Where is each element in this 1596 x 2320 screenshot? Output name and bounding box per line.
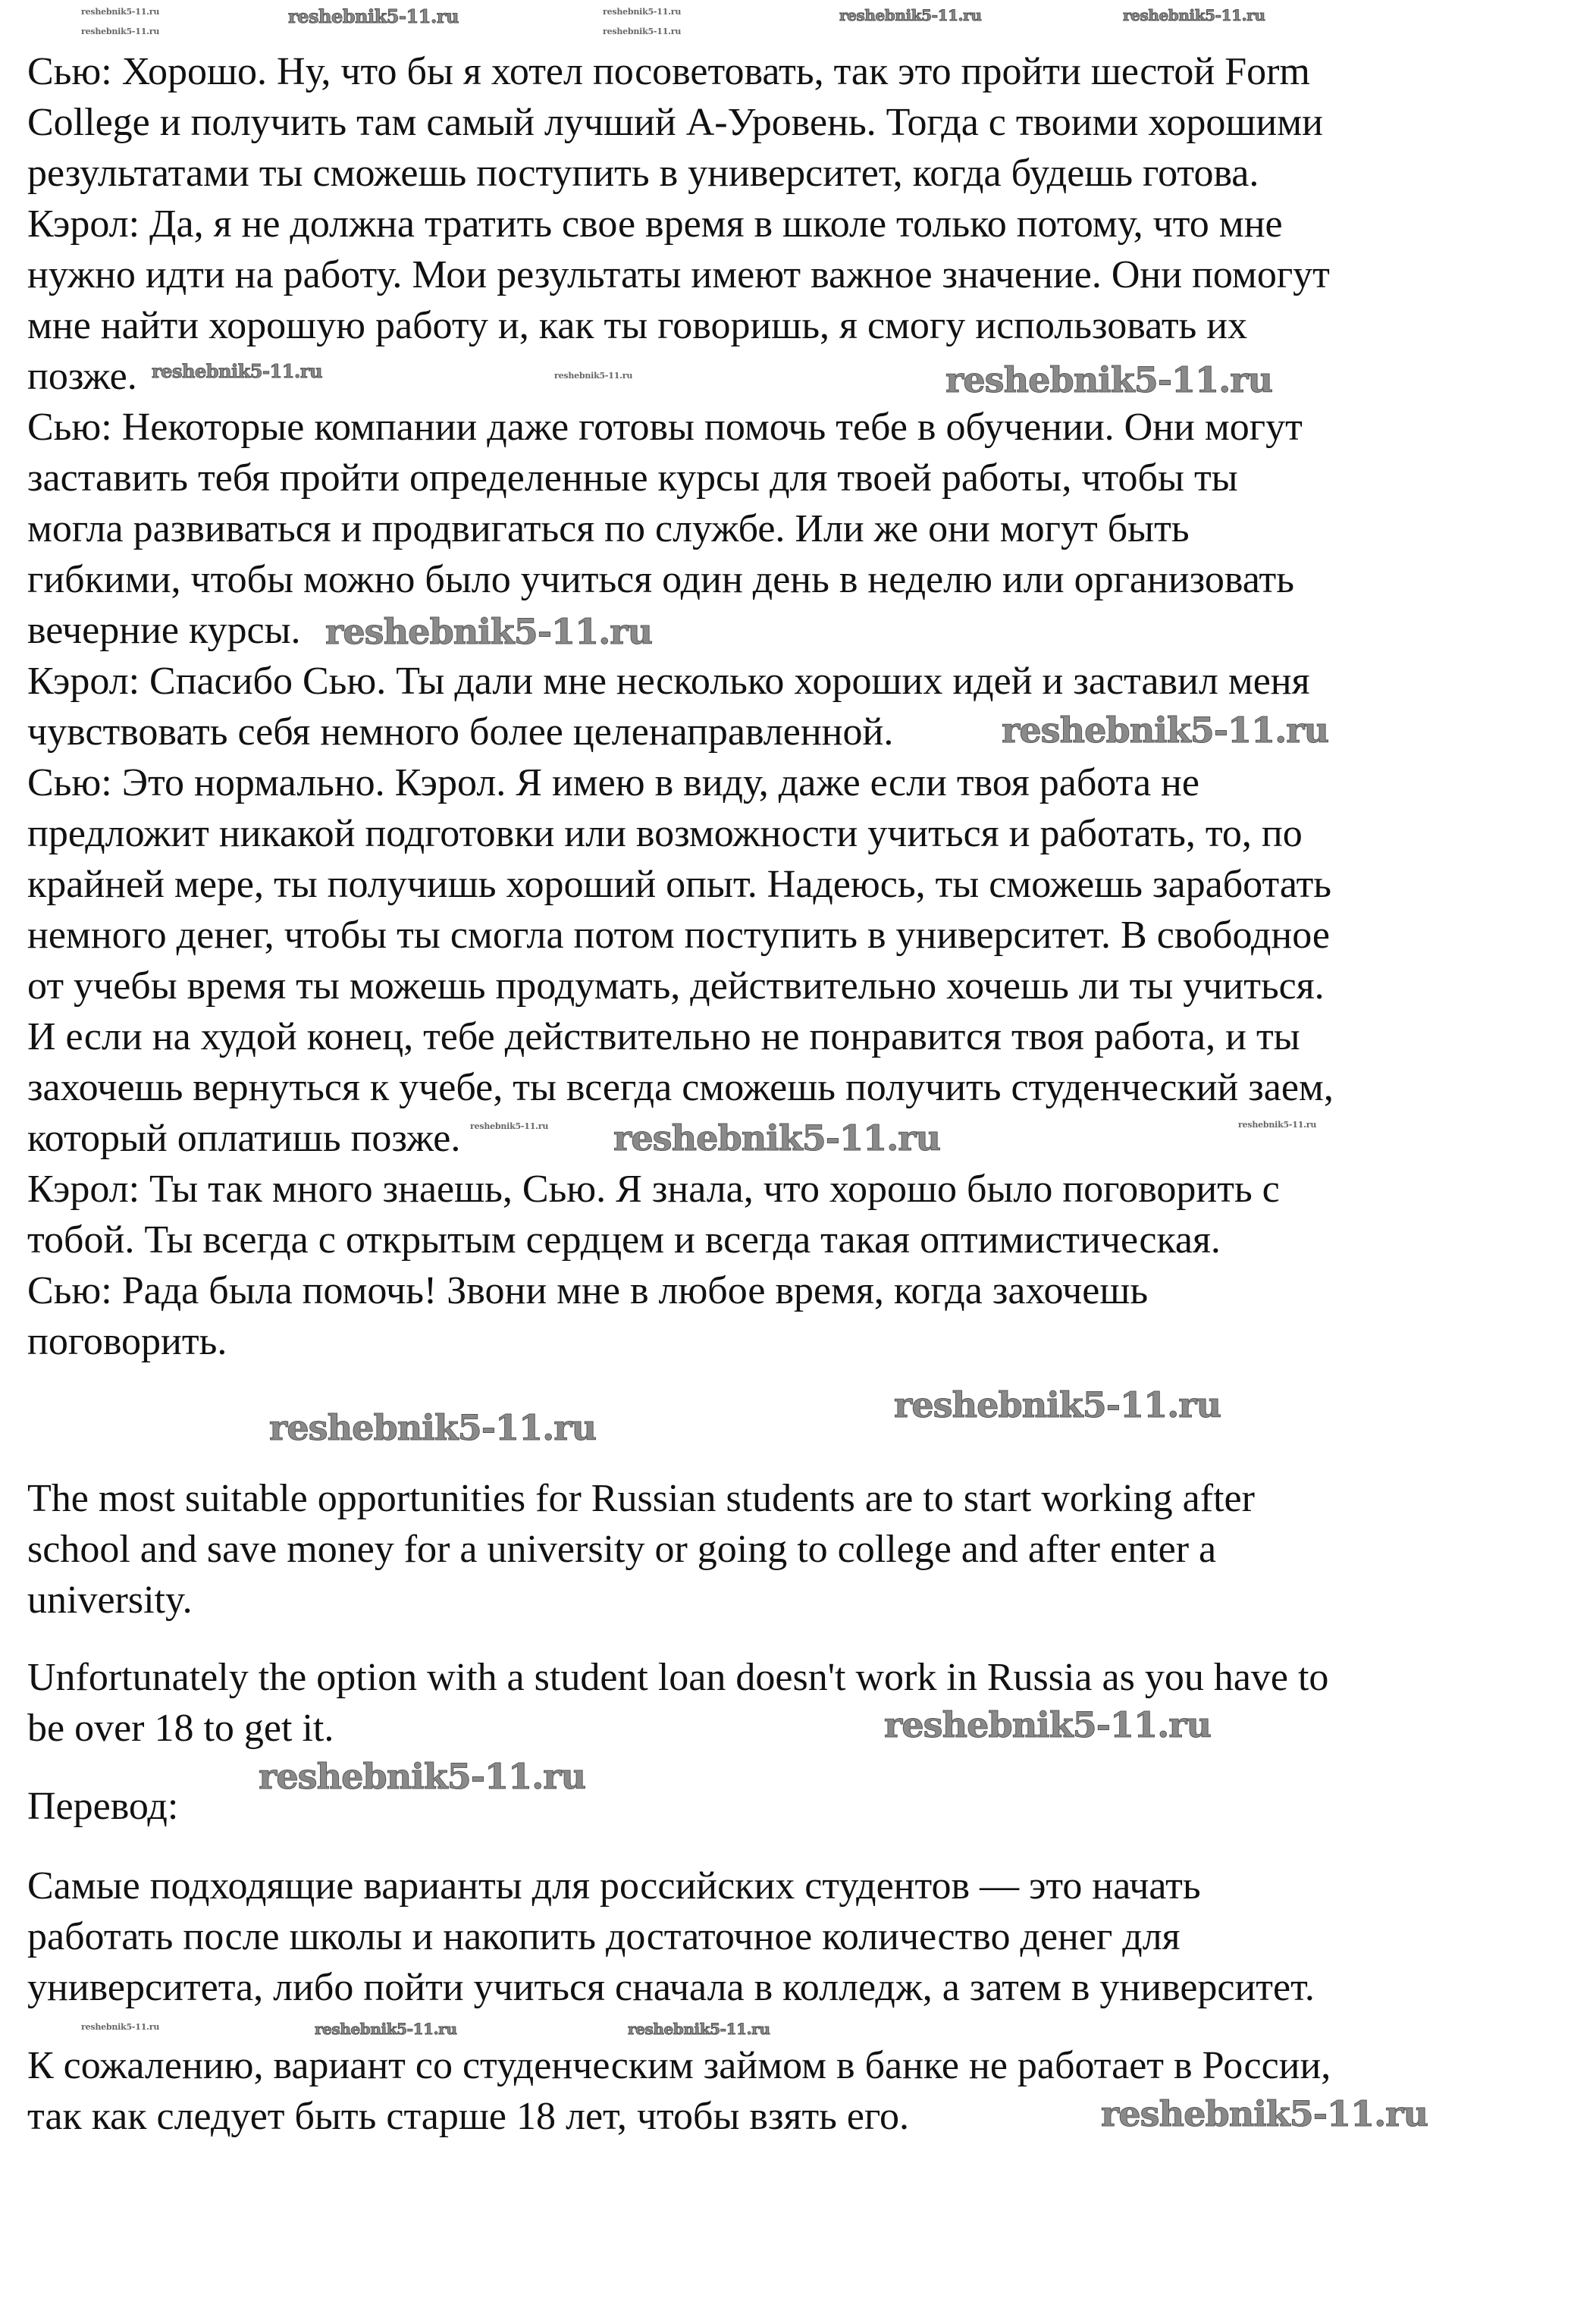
watermark: reshebnik5-11.ru	[315, 2020, 457, 2038]
watermark: reshebnik5-11.ru	[81, 27, 160, 36]
text-line: от учебы время ты можешь продумать, действительно хочешь ли ты учиться.	[27, 964, 1325, 1008]
text-line: be over 18 to get it.	[27, 1707, 334, 1750]
russian-paragraph-1	[27, 1861, 1315, 2013]
watermark: reshebnik5-11.ru	[603, 27, 682, 36]
text-line: Кэрол: Ты так много знаешь, Сью. Я знала, что хорошо было поговорить с	[27, 1168, 1280, 1211]
watermark: reshebnik5-11.ru	[1101, 2093, 1428, 2134]
text-line: университета, либо пойти учиться сначала в колледж, а затем в университет.	[27, 1966, 1315, 2009]
watermark: reshebnik5-11.ru	[288, 5, 459, 27]
watermark: reshebnik5-11.ru	[603, 7, 682, 17]
text-line: Unfortunately the option with a student loan doesn't work in Russia as you have to	[27, 1656, 1329, 1699]
text-line: который оплатишь позже.	[27, 1117, 461, 1160]
watermark: reshebnik5-11.ru	[470, 1121, 549, 1131]
text-line: Сью: Хорошо. Ну, что бы я хотел посоветовать, так это пройти шестой Form	[27, 50, 1310, 93]
dialogue-text	[27, 46, 1334, 1367]
text-line: К сожалению, вариант со студенческим займом в банке не работает в России,	[27, 2044, 1331, 2087]
text-line: заставить тебя пройти определенные курсы для твоей работы, чтобы ты	[27, 456, 1238, 500]
watermark: reshebnik5-11.ru	[325, 611, 653, 652]
text-line: вечерние курсы.	[27, 609, 301, 652]
english-paragraph-1	[27, 1473, 1255, 1626]
watermark: reshebnik5-11.ru	[259, 1756, 586, 1797]
text-line: захочешь вернуться к учебе, ты всегда сможешь получить студенческий заем,	[27, 1066, 1334, 1109]
text-line: Кэрол: Да, я не должна тратить свое время в школе только потому, что мне	[27, 202, 1283, 246]
text-line: College и получить там самый лучший А-Уровень. Тогда с твоими хорошими	[27, 101, 1323, 144]
watermark: reshebnik5-11.ru	[884, 1704, 1212, 1745]
text-line: Самые подходящие варианты для российских студентов — это начать	[27, 1864, 1201, 1908]
watermark: reshebnik5-11.ru	[894, 1384, 1221, 1425]
watermark: reshebnik5-11.ru	[613, 1118, 941, 1158]
text-line: гибкими, чтобы можно было учиться один день в неделю или организовать	[27, 558, 1294, 601]
watermark: reshebnik5-11.ru	[1123, 6, 1265, 24]
text-line: результатами ты сможешь поступить в университет, когда будешь готова.	[27, 152, 1259, 195]
text-line: немного денег, чтобы ты смогла потом поступить в университет. В свободное	[27, 914, 1330, 957]
watermark: reshebnik5-11.ru	[945, 359, 1273, 400]
text-line: тобой. Ты всегда с открытым сердцем и всегда такая оптимистическая.	[27, 1218, 1221, 1262]
text-line: мне найти хорошую работу и, как ты говоришь, я смогу использовать их	[27, 304, 1248, 347]
watermark: reshebnik5-11.ru	[269, 1407, 597, 1448]
text-line: чувствовать себя немного более целенаправленной.	[27, 710, 894, 754]
text-line: могла развиваться и продвигаться по службе. Или же они могут быть	[27, 507, 1190, 550]
text-line: позже.	[27, 355, 137, 398]
text-line: так как следует быть старше 18 лет, чтобы взять его.	[27, 2095, 909, 2138]
watermark: reshebnik5-11.ru	[554, 371, 633, 381]
text-line: Перевод:	[27, 1785, 179, 1828]
watermark: reshebnik5-11.ru	[1002, 710, 1329, 751]
text-line: работать после школы и накопить достаточное количество денег для	[27, 1915, 1181, 1958]
text-line: предложит никакой подготовки или возможности учиться и работать, то, по	[27, 812, 1303, 855]
watermark: reshebnik5-11.ru	[81, 7, 160, 17]
translation-label	[27, 1781, 178, 1832]
watermark: reshebnik5-11.ru	[152, 360, 322, 382]
text-line: нужно идти на работу. Мои результаты имеют важное значение. Они помогут	[27, 253, 1330, 296]
watermark: reshebnik5-11.ru	[81, 2022, 160, 2032]
text-line: крайней мере, ты получишь хороший опыт. Надеюсь, ты сможешь заработать	[27, 863, 1332, 906]
text-line: Сью: Некоторые компании даже готовы помочь тебе в обучении. Они могут	[27, 406, 1303, 449]
text-line: Сью: Это нормально. Кэрол. Я имею в виду, даже если твоя работа не	[27, 761, 1199, 804]
text-line: Кэрол: Спасибо Сью. Ты дали мне несколько хороших идей и заставил меня	[27, 660, 1310, 703]
text-line: university.	[27, 1579, 193, 1622]
text-line: И если на худой конец, тебе действительно не понравится твоя работа, и ты	[27, 1015, 1300, 1058]
watermark: reshebnik5-11.ru	[1238, 1120, 1317, 1130]
text-line: Сью: Рада была помочь! Звони мне в любое время, когда захочешь	[27, 1269, 1149, 1312]
watermark: reshebnik5-11.ru	[839, 6, 982, 24]
text-line: school and save money for a university or going to college and after enter a	[27, 1528, 1217, 1571]
text-line: The most suitable opportunities for Russian students are to start working after	[27, 1477, 1255, 1520]
watermark: reshebnik5-11.ru	[628, 2020, 770, 2038]
text-line: поговорить.	[27, 1320, 227, 1363]
